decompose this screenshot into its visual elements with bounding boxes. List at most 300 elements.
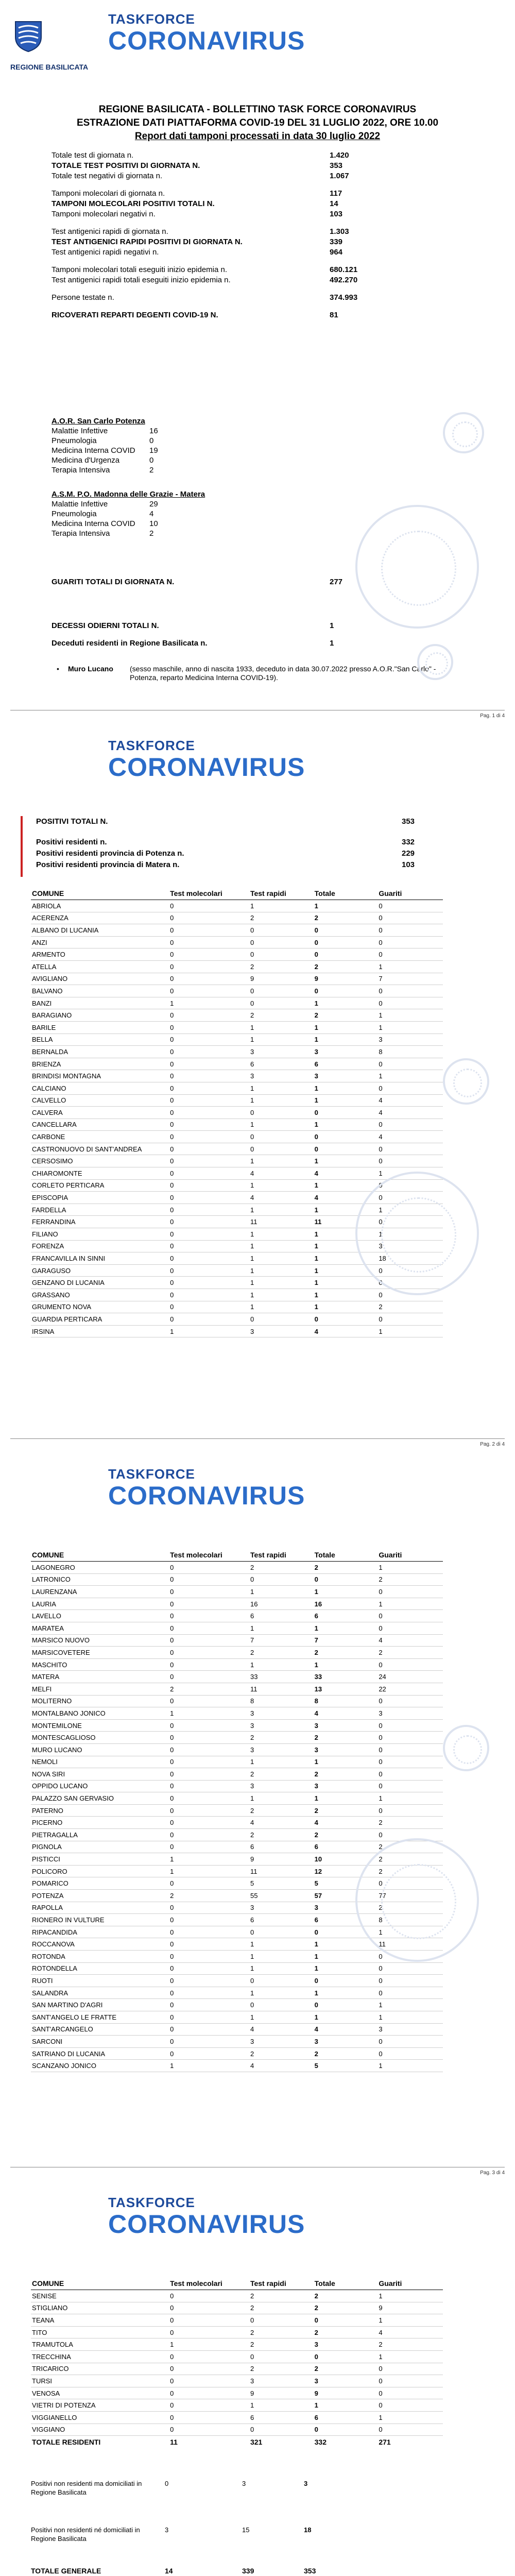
cell-test-molecolari: 0 — [170, 1204, 250, 1216]
taskforce-title: TASKFORCE — [108, 1466, 195, 1482]
cell-comune: TRECCHINA — [31, 2350, 170, 2363]
cell-comune: GUARDIA PERTICARA — [31, 1313, 170, 1326]
cell-comune: MONTALBANO JONICO — [31, 1707, 170, 1720]
table-row — [31, 985, 443, 997]
cell-totale: 0 — [315, 2314, 379, 2327]
cell-guariti: 0 — [379, 912, 443, 924]
cell-guariti: 0 — [379, 1962, 443, 1975]
cell-test-rapidi: 4 — [250, 1817, 315, 1829]
cell-test-rapidi: 1 — [250, 1658, 315, 1671]
cell-guariti: 0 — [379, 1732, 443, 1744]
cell-test-rapidi: 2 — [250, 1804, 315, 1817]
cell-test-rapidi: 2 — [250, 2290, 315, 2302]
cell-guariti: 0 — [379, 900, 443, 912]
cell-comune: BERNALDA — [31, 1046, 170, 1058]
cell-test-rapidi: 1 — [250, 1586, 315, 1598]
cell-totale: 3 — [315, 1780, 379, 1792]
cell-comune: GARAGUSO — [31, 1264, 170, 1277]
cell-totale: 0 — [315, 924, 379, 937]
cell-test-rapidi: 1 — [250, 1118, 315, 1131]
cell-test-rapidi: 2 — [250, 2363, 315, 2375]
cell-totale: 1 — [315, 1586, 379, 1598]
cell-totale: 3 — [315, 2375, 379, 2387]
col-header: Test molecolari — [170, 1551, 250, 1562]
cell-test-molecolari: 0 — [170, 2399, 250, 2412]
ward-label: Malattie Infettive — [52, 500, 108, 509]
cell-totale: 1 — [315, 2011, 379, 2023]
cell-totale: 3 — [315, 1719, 379, 1732]
table-row — [31, 1962, 443, 1975]
cell-test-molecolari: 0 — [170, 1228, 250, 1241]
cell-comune: ROCCANOVA — [31, 1938, 170, 1951]
cell-guariti: 1 — [379, 1325, 443, 1337]
cell-totale: 5 — [315, 2060, 379, 2072]
totals-rap: 321 — [250, 2437, 263, 2446]
deaths-value: 1 — [330, 621, 334, 630]
cell-test-molecolari: 0 — [170, 1634, 250, 1647]
cell-comune: PIGNOLA — [31, 1841, 170, 1853]
cell-totale: 7 — [315, 1634, 379, 1647]
healed-value: 277 — [330, 578, 343, 586]
cell-totale: 6 — [315, 1058, 379, 1070]
totals-gua: 271 — [379, 2437, 391, 2446]
nonres-rap: 3 — [242, 2480, 246, 2487]
cell-test-molecolari: 0 — [170, 2314, 250, 2327]
cell-test-molecolari: 0 — [170, 1999, 250, 2011]
cell-test-molecolari: 0 — [170, 2036, 250, 2048]
cell-comune: NOVA SIRI — [31, 1768, 170, 1781]
cell-test-molecolari: 0 — [170, 2363, 250, 2375]
cell-comune: RIONERO IN VULTURE — [31, 1914, 170, 1926]
cell-test-molecolari: 0 — [170, 1804, 250, 1817]
cell-guariti: 0 — [379, 1118, 443, 1131]
cell-test-molecolari: 0 — [170, 1179, 250, 1192]
taskforce-title: TASKFORCE — [108, 738, 195, 753]
cell-test-rapidi: 3 — [250, 2375, 315, 2387]
cell-guariti: 3 — [379, 1033, 443, 1046]
recovered-value: 81 — [330, 311, 338, 319]
cell-test-rapidi: 0 — [250, 948, 315, 961]
cell-totale: 3 — [315, 1902, 379, 1914]
cell-test-rapidi: 0 — [250, 2314, 315, 2327]
positives-value: 353 — [402, 817, 415, 826]
cell-test-molecolari: 0 — [170, 2290, 250, 2302]
table-row — [31, 1082, 443, 1094]
cell-comune: MOLITERNO — [31, 1695, 170, 1707]
cell-guariti: 0 — [379, 1804, 443, 1817]
cell-totale: 1 — [315, 2399, 379, 2412]
cell-guariti: 1 — [379, 1070, 443, 1082]
cell-guariti: 1 — [379, 1167, 443, 1180]
cell-totale: 2 — [315, 2290, 379, 2302]
cell-guariti: 3 — [379, 1707, 443, 1720]
cell-comune: TURSI — [31, 2375, 170, 2387]
ward-label: Pneumologia — [52, 436, 97, 445]
cell-guariti: 0 — [379, 997, 443, 1009]
cell-guariti: 77 — [379, 1890, 443, 1902]
table-row — [31, 1756, 443, 1768]
death-detail: (sesso maschile, anno di nascita 1933, deceduto in data 30.07.2022 presso A.O.R."San Carlo" - Potenza, reparto Medicina Interna COVID-19). — [130, 665, 436, 682]
table-row — [31, 1634, 443, 1647]
persons-value: 374.993 — [330, 293, 358, 302]
table-row — [31, 1987, 443, 1999]
cell-guariti: 4 — [379, 1634, 443, 1647]
cell-totale: 1 — [315, 1289, 379, 1301]
ward-label: Medicina Interna COVID — [52, 446, 135, 455]
cell-guariti: 0 — [379, 1143, 443, 1155]
cell-comune: CERSOSIMO — [31, 1155, 170, 1167]
cell-test-rapidi: 1 — [250, 1240, 315, 1252]
cell-comune: CORLETO PERTICARA — [31, 1179, 170, 1192]
cell-totale: 2 — [315, 1768, 379, 1781]
cell-guariti: 4 — [379, 1131, 443, 1143]
cell-test-molecolari: 0 — [170, 1313, 250, 1326]
cell-test-molecolari: 0 — [170, 1216, 250, 1228]
cell-guariti: 0 — [379, 948, 443, 961]
cell-test-molecolari: 0 — [170, 1598, 250, 1610]
cell-test-molecolari: 0 — [170, 1094, 250, 1107]
cell-comune: CALCIANO — [31, 1082, 170, 1094]
cell-test-molecolari: 0 — [170, 2302, 250, 2314]
cell-totale: 3 — [315, 1070, 379, 1082]
table-row — [31, 2326, 443, 2338]
cell-test-rapidi: 9 — [250, 2387, 315, 2399]
summary-label: TEST ANTIGENICI RAPIDI POSITIVI DI GIORNATA N. — [52, 238, 243, 246]
cell-test-molecolari: 0 — [170, 2350, 250, 2363]
hospital-matera — [52, 489, 258, 538]
cell-test-molecolari: 0 — [170, 1240, 250, 1252]
cell-guariti: 0 — [379, 1622, 443, 1634]
cell-guariti: 0 — [379, 2424, 443, 2436]
cell-test-rapidi: 2 — [250, 1829, 315, 1841]
cell-test-rapidi: 2 — [250, 2047, 315, 2060]
cell-guariti: 1 — [379, 1598, 443, 1610]
summary-label: Test antigenici rapidi totali eseguiti inizio epidemia n. — [52, 276, 231, 284]
cell-totale: 0 — [315, 2350, 379, 2363]
cell-guariti: 8 — [379, 1914, 443, 1926]
table-row — [31, 2424, 443, 2436]
cell-comune: AVIGLIANO — [31, 973, 170, 985]
cell-test-rapidi: 0 — [250, 1573, 315, 1586]
cell-guariti: 2 — [379, 1573, 443, 1586]
cell-totale: 13 — [315, 1683, 379, 1695]
hospital-name: A.S.M. P.O. Madonna delle Grazie - Matera — [52, 490, 205, 499]
table-row — [31, 1058, 443, 1070]
table-row — [31, 1610, 443, 1622]
cell-test-molecolari: 0 — [170, 960, 250, 973]
table-row — [31, 1658, 443, 1671]
cell-comune: LAURENZANA — [31, 1586, 170, 1598]
cell-test-molecolari: 0 — [170, 1107, 250, 1119]
table-row — [31, 1070, 443, 1082]
cell-guariti: 0 — [379, 1658, 443, 1671]
summary-value: 1.067 — [330, 172, 349, 180]
cell-test-molecolari: 1 — [170, 997, 250, 1009]
cell-comune: MARSICOVETERE — [31, 1647, 170, 1659]
cell-guariti: 0 — [379, 2399, 443, 2412]
tests-summary — [52, 150, 412, 320]
cell-test-molecolari: 0 — [170, 1962, 250, 1975]
ward-value: 29 — [149, 500, 158, 509]
cell-guariti: 0 — [379, 1586, 443, 1598]
cell-totale: 1 — [315, 997, 379, 1009]
cell-test-rapidi: 9 — [250, 1853, 315, 1866]
cell-test-molecolari: 0 — [170, 1264, 250, 1277]
col-header: Test molecolari — [170, 889, 250, 900]
cell-test-rapidi: 1 — [250, 1204, 315, 1216]
cell-test-molecolari: 0 — [170, 2375, 250, 2387]
cell-guariti: 11 — [379, 1938, 443, 1951]
cell-test-rapidi: 2 — [250, 2302, 315, 2314]
cell-comune: VIGGIANELLO — [31, 2411, 170, 2424]
col-header: Guariti — [379, 2279, 443, 2290]
cell-totale: 1 — [315, 1277, 379, 1289]
cell-test-rapidi: 1 — [250, 1622, 315, 1634]
cell-test-rapidi: 1 — [250, 2011, 315, 2023]
table-header-row — [31, 1551, 443, 1562]
cell-guariti: 1 — [379, 2011, 443, 2023]
header-logo — [10, 11, 305, 73]
virus-watermark-icon — [443, 1725, 489, 1771]
cell-totale: 5 — [315, 1877, 379, 1890]
table-row — [31, 1143, 443, 1155]
cell-test-rapidi: 11 — [250, 1683, 315, 1695]
ward-label: Terapia Intensiva — [52, 529, 110, 538]
table-row — [31, 900, 443, 912]
municipalities-table — [31, 1551, 443, 2072]
cell-comune: ROTONDELLA — [31, 1962, 170, 1975]
virus-watermark-icon — [355, 505, 479, 629]
table-row — [31, 1325, 443, 1337]
cell-totale: 2 — [315, 912, 379, 924]
cell-test-rapidi: 4 — [250, 2060, 315, 2072]
cell-totale: 12 — [315, 1865, 379, 1877]
cell-test-molecolari: 0 — [170, 1926, 250, 1938]
cell-comune: PICERNO — [31, 1817, 170, 1829]
cell-test-molecolari: 0 — [170, 1938, 250, 1951]
cell-comune: BRINDISI MONTAGNA — [31, 1070, 170, 1082]
cell-guariti: 22 — [379, 1683, 443, 1695]
cell-comune: IRSINA — [31, 1325, 170, 1337]
bullet: • — [57, 665, 59, 673]
header-logo — [98, 1466, 314, 1518]
cell-test-rapidi: 6 — [250, 1914, 315, 1926]
table-row — [31, 2036, 443, 2048]
cell-guariti: 2 — [379, 1841, 443, 1853]
cell-comune: BALVANO — [31, 985, 170, 997]
cell-totale: 1 — [315, 1622, 379, 1634]
deaths-label: DECESSI ODIERNI TOTALI N. — [52, 621, 159, 630]
summary-label: TOTALE TEST POSITIVI DI GIORNATA N. — [52, 161, 200, 170]
cell-guariti: 0 — [379, 1610, 443, 1622]
table-row — [31, 936, 443, 948]
cell-test-molecolari: 0 — [170, 936, 250, 948]
cell-comune: BANZI — [31, 997, 170, 1009]
table-row — [31, 912, 443, 924]
cell-test-rapidi: 16 — [250, 1598, 315, 1610]
cell-test-rapidi: 0 — [250, 2350, 315, 2363]
cell-test-rapidi: 1 — [250, 1951, 315, 1963]
deaths-label: Deceduti residenti in Regione Basilicata n. — [52, 639, 208, 648]
cell-test-molecolari: 0 — [170, 2047, 250, 2060]
cell-guariti: 24 — [379, 1671, 443, 1683]
cell-totale: 1 — [315, 1094, 379, 1107]
table-row — [31, 1046, 443, 1058]
summary-value: 353 — [330, 161, 343, 170]
cell-test-rapidi: 1 — [250, 1179, 315, 1192]
summary-label: Totale test di giornata n. — [52, 151, 134, 160]
hospital-san-carlo — [52, 416, 258, 475]
municipalities-table — [31, 2279, 443, 2448]
cell-totale: 6 — [315, 1610, 379, 1622]
cell-totale: 16 — [315, 1598, 379, 1610]
cell-comune: ALBANO DI LUCANIA — [31, 924, 170, 937]
table-row — [31, 1094, 443, 1107]
ward-label: Medicina d'Urgenza — [52, 456, 120, 465]
col-header: Guariti — [379, 889, 443, 900]
virus-watermark-icon — [443, 1058, 489, 1105]
cell-test-rapidi: 0 — [250, 2424, 315, 2436]
table-row — [31, 1313, 443, 1326]
cell-comune: SCANZANO JONICO — [31, 2060, 170, 2072]
summary-label: Test antigenici rapidi negativi n. — [52, 248, 159, 257]
cell-totale: 0 — [315, 1313, 379, 1326]
cell-comune: LATRONICO — [31, 1573, 170, 1586]
cell-totale: 0 — [315, 1926, 379, 1938]
cell-test-rapidi: 1 — [250, 1277, 315, 1289]
cell-comune: ROTONDA — [31, 1951, 170, 1963]
cell-test-molecolari: 0 — [170, 1841, 250, 1853]
cell-test-rapidi: 2 — [250, 1732, 315, 1744]
cell-comune: SARCONI — [31, 2036, 170, 2048]
cell-test-rapidi: 5 — [250, 1877, 315, 1890]
cell-guariti: 18 — [379, 1252, 443, 1265]
cell-test-molecolari: 0 — [170, 1671, 250, 1683]
cell-test-rapidi: 2 — [250, 1647, 315, 1659]
cell-test-rapidi: 55 — [250, 1890, 315, 1902]
cell-test-rapidi: 1 — [250, 1301, 315, 1313]
virus-watermark-icon — [355, 1172, 479, 1295]
page-number: Pag. 2 di 4 — [480, 1442, 505, 1447]
cell-test-rapidi: 9 — [250, 973, 315, 985]
cell-test-rapidi: 0 — [250, 1975, 315, 1987]
cell-comune: VIETRI DI POTENZA — [31, 2399, 170, 2412]
cell-guariti: 0 — [379, 1743, 443, 1756]
col-header: Totale — [315, 1551, 379, 1562]
summary-label: Test antigenici rapidi di giornata n. — [52, 227, 168, 236]
cell-test-rapidi: 0 — [250, 1313, 315, 1326]
cell-comune: SANT'ARCANGELO — [31, 2023, 170, 2036]
cell-guariti: 0 — [379, 1216, 443, 1228]
cell-totale: 2 — [315, 1732, 379, 1744]
cell-comune: TRAMUTOLA — [31, 2338, 170, 2351]
cell-test-rapidi: 11 — [250, 1216, 315, 1228]
cell-comune: MARSICO NUOVO — [31, 1634, 170, 1647]
cell-test-rapidi: 0 — [250, 924, 315, 937]
cell-guariti: 0 — [379, 2387, 443, 2399]
cell-totale: 1 — [315, 1155, 379, 1167]
virus-watermark-icon — [417, 644, 453, 680]
taskforce-title: TASKFORCE — [108, 2195, 195, 2210]
cell-test-molecolari: 1 — [170, 1325, 250, 1337]
cell-comune: CARBONE — [31, 1131, 170, 1143]
positives-value: 229 — [402, 849, 415, 858]
cell-test-rapidi: 4 — [250, 1167, 315, 1180]
cell-guariti: 0 — [379, 1277, 443, 1289]
cell-guariti: 1 — [379, 1228, 443, 1241]
cell-test-molecolari: 0 — [170, 1021, 250, 1033]
cell-guariti: 0 — [379, 1987, 443, 1999]
ward-label: Malattie Infettive — [52, 427, 108, 435]
ward-value: 0 — [149, 436, 154, 445]
cell-totale: 0 — [315, 1143, 379, 1155]
cell-totale: 2 — [315, 1647, 379, 1659]
cell-guariti: 0 — [379, 1058, 443, 1070]
cell-test-molecolari: 0 — [170, 2326, 250, 2338]
table-row — [31, 2350, 443, 2363]
cell-guariti: 1 — [379, 1204, 443, 1216]
page-number: Pag. 3 di 4 — [480, 2170, 505, 2176]
cell-comune: FRANCAVILLA IN SINNI — [31, 1252, 170, 1265]
cell-comune: ARMENTO — [31, 948, 170, 961]
cell-test-molecolari: 0 — [170, 1009, 250, 1022]
cell-guariti: 0 — [379, 1289, 443, 1301]
cell-comune: POLICORO — [31, 1865, 170, 1877]
cell-guariti: 1 — [379, 1999, 443, 2011]
footer-divider — [10, 1438, 505, 1439]
cell-totale: 4 — [315, 1192, 379, 1204]
cell-test-rapidi: 1 — [250, 900, 315, 912]
cell-guariti: 1 — [379, 2060, 443, 2072]
ward-value: 10 — [149, 519, 158, 528]
cell-comune: POMARICO — [31, 1877, 170, 1890]
table-row — [31, 1562, 443, 1574]
col-header: COMUNE — [31, 889, 170, 900]
cell-guariti: 0 — [379, 2036, 443, 2048]
cell-guariti: 1 — [379, 1792, 443, 1805]
table-row — [31, 924, 443, 937]
cell-comune: RAPOLLA — [31, 1902, 170, 1914]
cell-guariti: 2 — [379, 1853, 443, 1866]
col-header: Test rapidi — [250, 2279, 315, 2290]
taskforce-title: TASKFORCE — [108, 11, 195, 27]
recovered-label: RICOVERATI REPARTI DEGENTI COVID-19 N. — [52, 311, 218, 319]
table-row — [31, 2314, 443, 2327]
col-header: Totale — [315, 2279, 379, 2290]
table-row — [31, 2411, 443, 2424]
cell-totale: 2 — [315, 1804, 379, 1817]
cell-test-rapidi: 0 — [250, 1143, 315, 1155]
table-row — [31, 1683, 443, 1695]
cell-comune: FORENZA — [31, 1240, 170, 1252]
cell-totale: 0 — [315, 1573, 379, 1586]
cell-totale: 6 — [315, 1914, 379, 1926]
ward-value: 2 — [149, 466, 154, 474]
cell-test-molecolari: 1 — [170, 2060, 250, 2072]
cell-test-molecolari: 0 — [170, 1902, 250, 1914]
ward-value: 19 — [149, 446, 158, 455]
cell-test-molecolari: 0 — [170, 1792, 250, 1805]
cell-guariti: 2 — [379, 1902, 443, 1914]
cell-test-molecolari: 0 — [170, 1301, 250, 1313]
cell-guariti: 8 — [379, 1046, 443, 1058]
cell-test-molecolari: 0 — [170, 900, 250, 912]
cell-test-molecolari: 0 — [170, 1780, 250, 1792]
table-row — [31, 1829, 443, 1841]
cell-test-molecolari: 0 — [170, 1058, 250, 1070]
cell-test-molecolari: 0 — [170, 2424, 250, 2436]
table-header-row — [31, 889, 443, 900]
